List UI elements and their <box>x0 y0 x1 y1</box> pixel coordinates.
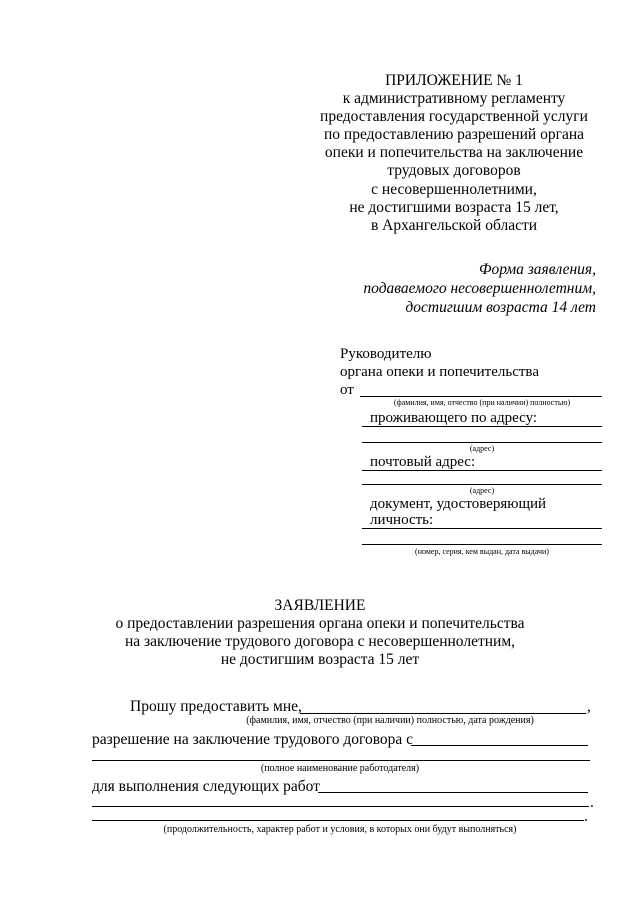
appendix-block <box>300 72 608 235</box>
appendix-line: с несовершеннолетними, <box>371 180 537 198</box>
work-end-dot-2: . <box>584 808 588 825</box>
id-doc-field-1[interactable] <box>362 528 602 529</box>
residing-address-field-2[interactable] <box>362 442 602 443</box>
work-end-dot-1: . <box>590 794 594 811</box>
work-label: для выполнения следующих работ <box>92 778 320 795</box>
request-label: Прошу предоставить мне, <box>130 698 302 715</box>
permission-label: разрешение на заключение трудового договора с <box>92 731 414 748</box>
work-field-2[interactable] <box>92 806 589 807</box>
postal-caption: (адрес) <box>469 486 495 495</box>
appendix-line: к административному регламенту <box>342 90 566 108</box>
work-field-3[interactable] <box>92 820 584 821</box>
appendix-line: по предоставлению разрешений органа <box>323 126 585 144</box>
appendix-line: не достигшими возраста 15 лет, <box>349 198 559 216</box>
request-end-comma: , <box>587 698 591 715</box>
id-doc-caption: (номер, серия, кем выдан, дата выдачи) <box>415 547 549 556</box>
fio-caption: (фамилия, имя, отчество (при наличии) полностью) <box>393 398 571 407</box>
employer-field-2[interactable] <box>92 760 590 761</box>
form-note <box>300 260 596 317</box>
employer-field-1[interactable] <box>411 745 588 746</box>
employer-caption: (полное наименование работодателя) <box>260 763 420 774</box>
statement-title-block <box>100 597 540 669</box>
form-note-line: достигшим возраста 14 лет <box>405 299 596 316</box>
applicant-fio-field[interactable] <box>300 713 586 714</box>
statement-subtitle-line: о предоставлении разрешения органа опеки и попечительства <box>115 615 525 632</box>
statement-subtitle-line: не достигшим возраста 15 лет <box>220 651 420 668</box>
postal-address-field-1[interactable] <box>362 470 602 471</box>
addressee-block <box>340 346 602 561</box>
address-caption: (адрес) <box>469 444 495 453</box>
addressee-line-2: органа опеки и попечительства <box>340 364 539 380</box>
work-field-1[interactable] <box>318 792 588 793</box>
residing-address-field-1[interactable] <box>362 426 602 427</box>
id-doc-label-2: личность: <box>370 512 434 528</box>
postal-label: почтовый адрес: <box>370 454 476 470</box>
appendix-line: предоставления государственной услуги <box>320 108 588 126</box>
appendix-line: в Архангельской области <box>370 216 538 234</box>
postal-address-field-2[interactable] <box>362 484 602 485</box>
statement-heading: ЗАЯВЛЕНИЕ <box>274 597 366 614</box>
id-doc-field-2[interactable] <box>362 544 602 545</box>
work-caption: (продолжительность, характер работ и условия, в которых они будут выполняться) <box>163 824 517 835</box>
appendix-title: ПРИЛОЖЕНИЕ № 1 <box>385 72 523 89</box>
fio-field[interactable] <box>360 396 602 397</box>
residing-label: проживающего по адресу: <box>370 410 538 426</box>
statement-subtitle-line: на заключение трудового договора с несовершеннолетним, <box>124 633 516 650</box>
appendix-line: опеки и попечительства на заключение <box>324 144 584 162</box>
request-caption: (фамилия, имя, отчество (при наличии) полностью, дата рождения) <box>246 715 534 726</box>
id-doc-label-1: документ, удостоверяющий <box>370 496 547 512</box>
form-note-line: подаваемого несовершеннолетним, <box>363 280 596 297</box>
from-label: от <box>340 382 354 398</box>
form-note-line: Форма заявления, <box>479 261 596 278</box>
addressee-line-1: Руководителю <box>340 346 432 362</box>
appendix-line: трудовых договоров <box>387 162 521 180</box>
